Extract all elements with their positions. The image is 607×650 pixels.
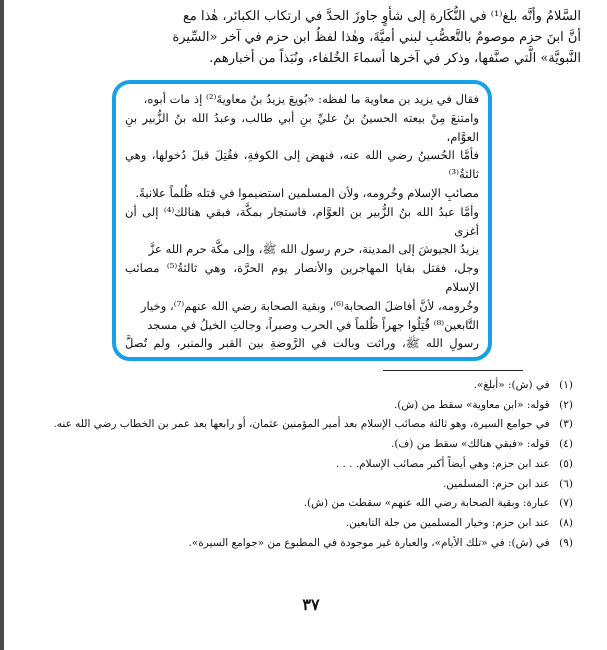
footnote-text: في جوامع السيرة، وهو ثالثة مصائب الإسلام بعد أمير المؤمنين عثمان، أو رابعها بعد عمر بن الخطاب رضي الله عنه.	[53, 418, 550, 431]
footnote-text: عند ابن حزم: وخيار المسلمين من جلة التابعين.	[345, 516, 550, 529]
footnote-item	[46, 534, 573, 554]
passage-line: فقال في يزيد بن معاوية ما لفظه: «بُويعَ يزيدُ بنُ معاويةَ⁽²⁾ إذ مات أبوه،	[143, 92, 479, 106]
passage-line: فأمَّا الحُسينُ رضي الله عنه، فنهض إلى الكوفةِ، فقُتِلَ قبلَ دُخولها، وهي ثالثةُ⁽³⁾	[125, 148, 479, 182]
footnote-text: قوله: «فبقي هنالك» سقط من (ف).	[390, 438, 550, 451]
intro-paragraph	[46, 6, 581, 69]
passage-line: رسولِ الله ﷺ، وراثت وبالت في الرَّوضةِ بين القبر والمنبر، ولم تُصلَّ	[125, 336, 479, 351]
footnote-text: في (ش): في «تلك الأيام»، والعبارة غير موجودة في المطبوع من «جوامع السيرة».	[188, 536, 550, 549]
footnote-item	[46, 396, 573, 416]
footnote-number: (٨)	[559, 516, 573, 529]
highlighted-passage-text	[125, 90, 479, 361]
footnote-number: (٩)	[559, 536, 573, 549]
intro-line: أنَّ ابنَ حزم موصومٌ بالتَّعصُّبِ لبني أميَّةَ، وهٰذا لفظُ ابن حزم في آخر «السِّيرة	[172, 30, 581, 45]
passage-line: التَّابعين⁽⁸⁾ قُتِلُوا جهراً ظُلماً في الحرب وصبراً، وجالتِ الخيلُ في مسجد	[147, 317, 479, 332]
passage-line: يزيدُ الجيوشَ إلى المدينة، حرم رسول الله ﷺ، وإلى مكَّة حرم الله عزَّ	[148, 242, 479, 257]
footnote-item	[46, 494, 573, 514]
footnote-item	[46, 455, 573, 475]
footnote-item	[46, 415, 573, 435]
book-page	[6, 0, 607, 650]
scanner-edge-strip	[0, 0, 4, 650]
footnote-number: (٤)	[559, 438, 573, 451]
footnote-separator	[383, 370, 523, 371]
footnote-item	[46, 475, 573, 495]
footnote-item	[46, 376, 573, 396]
footnote-text: قوله: «ابن معاوية» سقط من (ش).	[393, 398, 550, 411]
footnote-number: (٦)	[559, 477, 573, 490]
footnote-number: (١)	[559, 379, 573, 391]
footnote-number: (٧)	[559, 497, 573, 510]
footnote-number: (٣)	[559, 418, 573, 431]
footnote-number: (٢)	[559, 398, 573, 411]
highlighted-passage	[112, 80, 492, 361]
passage-line: وأمَّا عبدُ الله بنُ الزُّبير بن العوَّام، فاستجار بمكَّة، فبقي هنالك⁽⁴⁾ إلى أن أغزى	[125, 204, 479, 238]
footnote-item	[46, 435, 573, 455]
page-number: ٣٧	[302, 595, 320, 614]
footnote-text: عند ابن حزم: المسلمين.	[442, 477, 550, 490]
passage-line: مصائبِ الإسلام وخُرومه، ولأن المسلمين استضيموا في قتله ظُلماً علانيةً.	[135, 185, 479, 200]
footnote-text: عند ابن حزم: وهي أيضاً أكبر مصائب الإسلام. . . .	[335, 457, 550, 470]
footnote-text: في (ش): «أبلغ».	[473, 379, 550, 391]
footnote-item	[46, 514, 573, 534]
footnote-number: (٥)	[559, 457, 573, 470]
passage-line: وامتنعَ مِنْ بيعته الحسينُ بنُ عليِّ بنِ أبي طالب، وعبدُ الله بنُ الزُّبير بنِ العوَّام،	[125, 110, 479, 144]
intro-line: النَّبويَّة» الَّتي صنَّفها، وذكر في آخرها أسماءَ الخُلفاء، ونُبَذاً من أخبارهم.	[209, 51, 581, 66]
footnotes	[46, 376, 573, 553]
passage-line: وخُرومه، لأنَّ أفاضلَ الصحابة⁽⁶⁾، وبقية الصحابة رضي الله عنهم⁽⁷⁾، وخيار	[140, 298, 479, 313]
passage-line: وجل، فقتل بقايا المهاجرين والأنصار يوم الحرَّة، وهي ثالثةُ⁽⁵⁾ مصائب الإسلام	[125, 261, 479, 294]
footnote-text: عبارة: وبقية الصحابة رضي الله عنهم» سقطت من (ش).	[303, 497, 550, 510]
intro-line: السَّلامُ وأنَّه بلغ⁽¹⁾ في النُّكَارة إلى شأوٍ جاوزَ الحدَّ في ارتكاب الكبائر، هٰذا مع	[182, 9, 581, 24]
